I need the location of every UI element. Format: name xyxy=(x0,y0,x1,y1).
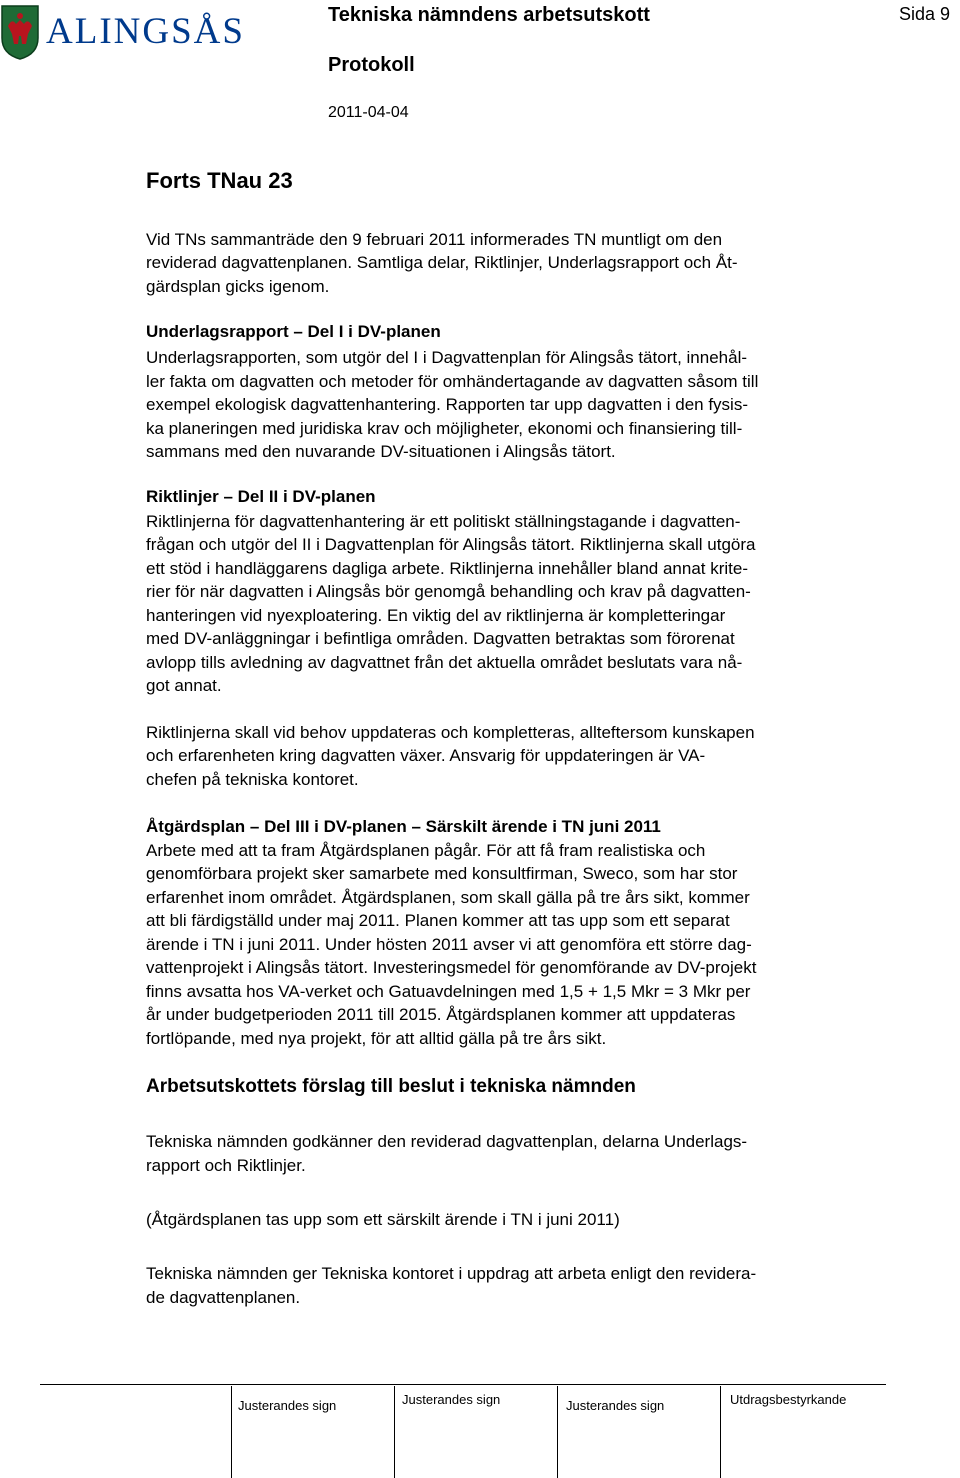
atgard-line: erfarenhet inom området. Åtgärdsplanen, som skall gälla på tre års sikt, kommer xyxy=(146,888,750,907)
atgard-line: vattenprojekt i Alingsås tätort. Investeringsmedel för genomförande av DV-projekt xyxy=(146,958,757,977)
committee-name: Tekniska nämndens arbetsutskott xyxy=(328,4,650,26)
proposal-note: (Åtgärdsplanen tas upp som ett särskilt ärende i TN i juni 2011) xyxy=(146,1210,620,1229)
signature-box-label: Justerandes sign xyxy=(402,1392,501,1407)
atgard-heading: Åtgärdsplan – Del III i DV-planen – Särskilt ärende i TN juni 2011 xyxy=(146,817,661,836)
extract-certification-label: Utdragsbestyrkande xyxy=(730,1392,847,1407)
underlag-line: exempel ekologisk dagvattenhantering. Rapporten tar upp dagvatten i den fysis- xyxy=(146,395,748,414)
riktlinjer-line: ett stöd i handläggarens dagliga arbete. Riktlinjerna innehåller bland annat krite- xyxy=(146,559,748,578)
proposal-line: de dagvattenplanen. xyxy=(146,1288,301,1307)
atgard-line: Arbete med att ta fram Åtgärdsplanen pågår. För att få fram realistiska och xyxy=(146,841,706,860)
riktlinjer-line: avlopp tills avledning av dagvattnet från det aktuella området beslutats vara nå- xyxy=(146,653,743,672)
underlag-line: ka planeringen med juridiska krav och möjligheter, ekonomi och finansiering till- xyxy=(146,419,743,438)
page-number: Sida 9 xyxy=(898,4,950,24)
riktlinjer-heading: Riktlinjer – Del II i DV-planen xyxy=(146,487,376,506)
atgard-line: ärende i TN i juni 2011. Under hösten 2011 avser vi att genomföra ett större dag- xyxy=(146,935,752,954)
logo-wordmark: ALINGSÅS xyxy=(46,11,245,52)
signature-box-label: Justerandes sign xyxy=(566,1398,665,1413)
footer-separator xyxy=(394,1386,395,1478)
section-title: Forts TNau 23 xyxy=(146,168,293,193)
underlag-heading: Underlagsrapport – Del I i DV-planen xyxy=(146,322,441,341)
riktlinjer-update-line: Riktlinjerna skall vid behov uppdateras och kompletteras, allteftersom kunskapen xyxy=(146,723,755,742)
riktlinjer-line: hanteringen vid nyexploatering. En viktig del av riktlinjerna är kompletteringar xyxy=(146,606,726,625)
underlag-line: ler fakta om dagvatten och metoder för omhändertagande av dagvatten såsom till xyxy=(146,372,759,391)
signature-box-label: Justerandes sign xyxy=(238,1398,337,1413)
riktlinjer-line: rier för när dagvatten i Alingsås bör genomgå behandling och krav på dagvatten- xyxy=(146,582,751,601)
coat-of-arms-icon xyxy=(0,4,40,60)
atgard-line: finns avsatta hos VA-verket och Gatuavdelningen med 1,5 + 1,5 Mkr = 3 Mkr per xyxy=(146,982,751,1001)
underlag-line: Underlagsrapporten, som utgör del I i Dagvattenplan för Alingsås tätort, innehål- xyxy=(146,348,748,367)
document-type: Protokoll xyxy=(328,54,415,76)
intro-line: gärdsplan gicks igenom. xyxy=(146,277,330,296)
proposal-heading: Arbetsutskottets förslag till beslut i tekniska nämnden xyxy=(146,1076,636,1097)
footer-divider xyxy=(40,1384,886,1385)
riktlinjer-line: Riktlinjerna för dagvattenhantering är ett politiskt ställningstagande i dagvatten- xyxy=(146,512,741,531)
riktlinjer-line: frågan och utgör del II i Dagvattenplan för Alingsås tätort. Riktlinjerna skall utgöra xyxy=(146,535,756,554)
atgard-line: att bli färdigställd under maj 2011. Planen kommer att tas upp som ett separat xyxy=(146,911,730,930)
proposal-line: Tekniska nämnden ger Tekniska kontoret i uppdrag att arbeta enligt den revidera- xyxy=(146,1264,757,1283)
footer-separator xyxy=(720,1386,721,1478)
document-date: 2011-04-04 xyxy=(328,104,409,121)
atgard-line: genomförbara projekt sker samarbete med konsultfirman, Sweco, som har stor xyxy=(146,864,738,883)
underlag-line: sammans med den nuvarande DV-situationen i Alingsås tätort. xyxy=(146,442,616,461)
intro-line: reviderad dagvattenplanen. Samtliga delar, Riktlinjer, Underlagsrapport och Åt- xyxy=(146,253,738,272)
atgard-line: år under budgetperioden 2011 till 2015. Åtgärdsplanen kommer att uppdateras xyxy=(146,1005,736,1024)
municipality-logo xyxy=(0,4,262,64)
footer-separator xyxy=(231,1386,232,1478)
atgard-line: fortlöpande, med nya projekt, för att alltid gälla på tre års sikt. xyxy=(146,1029,607,1048)
proposal-line: Tekniska nämnden godkänner den reviderad dagvattenplan, delarna Underlags- xyxy=(146,1132,748,1151)
riktlinjer-update-line: och erfarenheten kring dagvatten växer. Ansvarig för uppdateringen är VA- xyxy=(146,746,706,765)
riktlinjer-line: got annat. xyxy=(146,676,222,695)
riktlinjer-update-line: chefen på tekniska kontoret. xyxy=(146,770,359,789)
proposal-line: rapport och Riktlinjer. xyxy=(146,1156,306,1175)
footer-separator xyxy=(557,1386,558,1478)
riktlinjer-line: med DV-anläggningar i befintliga områden. Dagvatten betraktas som förorenat xyxy=(146,629,735,648)
intro-line: Vid TNs sammanträde den 9 februari 2011 informerades TN muntligt om den xyxy=(146,230,723,249)
